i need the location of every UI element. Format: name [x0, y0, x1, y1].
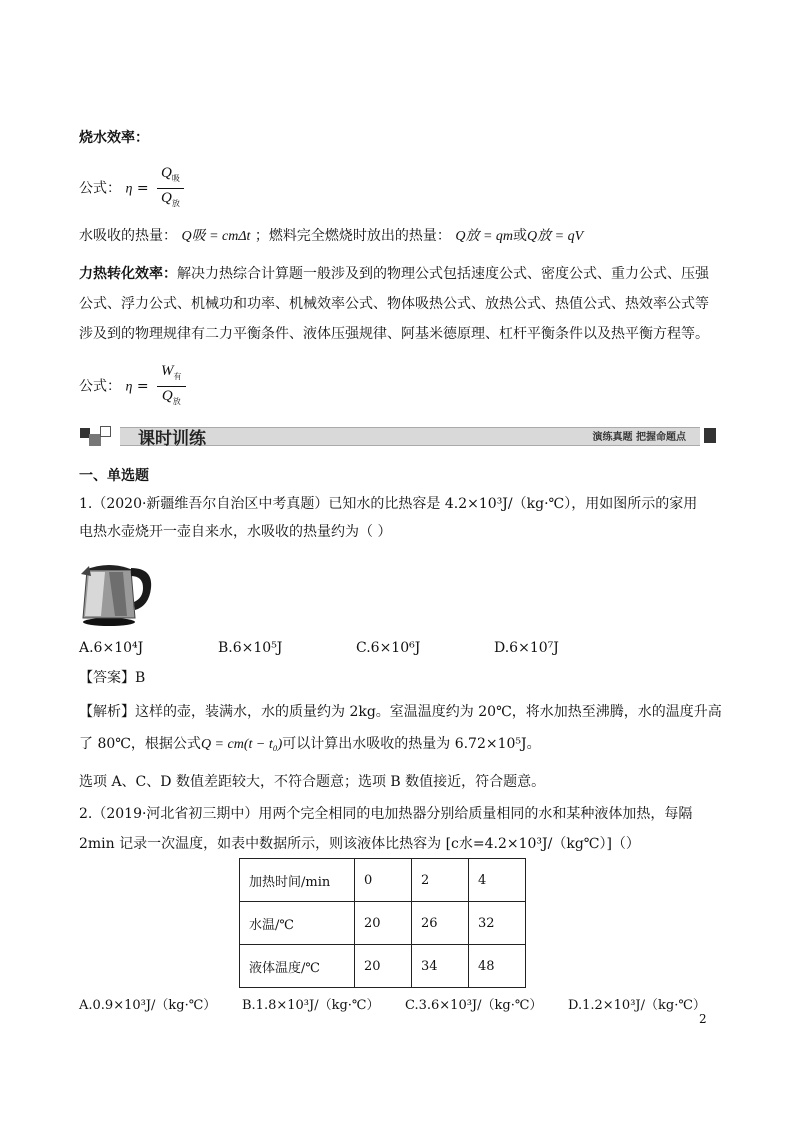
denominator-q: Q: [161, 388, 173, 404]
q1-option-d: D.6×10⁷J: [494, 640, 559, 656]
q1-analysis-line1: 【解析】这样的壶，装满水，水的质量约为 2kg。室温温度约为 20℃，将水加热至沸腾，水的温度升高: [79, 704, 722, 720]
q2-option-c: C.3.6×10³J/（kg·℃）: [405, 998, 543, 1013]
table-cell: 32: [469, 902, 526, 945]
banner-title: 课时训练: [138, 429, 206, 449]
table-cell: 0: [355, 859, 412, 902]
denominator-sub: 放: [172, 397, 181, 406]
numerator-sub: 吸: [171, 174, 180, 183]
text: 解决力热综合计算题一般涉及到的物理公式包括速度公式、密度公式、重力公式、压强: [177, 266, 709, 282]
q1-analysis-line2: [79, 734, 541, 755]
table-cell: 2: [412, 859, 469, 902]
heat-absorbed-formula: Q吸 = cmΔt: [181, 229, 251, 244]
table-row: [240, 859, 526, 902]
table-cell: 加热时间/min: [240, 859, 355, 902]
denominator-q: Q: [161, 190, 172, 206]
section-heading-mech-heat: 力热转化效率：: [79, 266, 177, 282]
q1-analysis-line3: 选项 A、C、D 数值差距较大，不符合题意；选项 B 数值接近，符合题意。: [79, 774, 546, 790]
q2-option-d: D.1.2×10³J/（kg·℃）: [568, 998, 706, 1013]
banner-subtitle: 演练真题 把握命题点: [592, 432, 686, 443]
electric-kettle-image: [79, 552, 155, 628]
q1-option-a: A.6×10⁴J: [79, 640, 144, 656]
text: ；燃料完全燃烧时放出的热量：: [254, 228, 451, 244]
table-cell: 26: [412, 902, 469, 945]
table-cell: 20: [355, 945, 412, 988]
section-heading-boiling-efficiency: 烧水效率：: [79, 130, 149, 146]
table-cell: 34: [412, 945, 469, 988]
table-cell: 20: [355, 902, 412, 945]
category-heading: 一、单选题: [79, 468, 149, 484]
heat-formula: Q = cm(t − t₀): [200, 737, 283, 752]
table-cell: 48: [469, 945, 526, 988]
q1-option-c: C.6×10⁶J: [356, 640, 421, 656]
heat-released-formula-volume: Q放 = qV: [527, 229, 584, 244]
numerator-sub: 有: [173, 372, 182, 381]
mech-heat-paragraph-line1: [79, 264, 709, 284]
page-number: 2: [699, 1012, 707, 1026]
numerator-w: W: [161, 363, 174, 379]
fraction: [157, 164, 184, 213]
q2-stem-line2: 2min 记录一次温度，如表中数据所示，则该液体比热容为 [c水=4.2×10³J/（kg℃）]（）: [79, 836, 640, 852]
q1-stem-line1: 1.（2020·新疆维吾尔自治区中考真题）已知水的比热容是 4.2×10³J/（kg·℃），用如图所示的家用: [79, 496, 698, 512]
table-cell: 水温/℃: [240, 902, 355, 945]
q2-stem-line1: 2.（2019·河北省初三期中）用两个完全相同的电加热器分别给质量相同的水和某种液体加热，每隔: [79, 806, 693, 822]
mech-heat-formula: [79, 362, 186, 411]
text: 可以计算出水吸收的热量为 6.72×10⁵J。: [282, 736, 541, 752]
q2-option-b: B.1.8×10³J/（kg·℃）: [242, 998, 380, 1013]
temperature-data-table: [239, 858, 526, 988]
boiling-efficiency-formula: [79, 164, 184, 213]
table-cell: 4: [469, 859, 526, 902]
q1-option-b: B.6×10⁵J: [218, 640, 283, 656]
text: 或: [513, 228, 528, 244]
numerator-q: Q: [161, 165, 172, 181]
denominator-sub: 放: [171, 199, 180, 208]
q1-answer: 【答案】B: [79, 670, 146, 686]
formula-label: 公式：: [79, 378, 121, 395]
table-row: [240, 902, 526, 945]
fraction: [157, 362, 186, 411]
banner-end-block: [704, 428, 716, 443]
heat-released-formula-mass: Q放 = qm: [455, 229, 514, 244]
table-cell: 液体温度/℃: [240, 945, 355, 988]
q1-stem-line2: 电热水壶烧开一壶自来水，水吸收的热量约为（ ）: [79, 524, 392, 540]
eta-symbol: η: [125, 379, 133, 395]
banner-square-icon: [100, 426, 111, 437]
mech-heat-paragraph-line2: 公式、浮力公式、机械功和功率、机械效率公式、物体吸热公式、放热公式、热值公式、热效率公式等: [79, 296, 709, 312]
q2-option-a: A.0.9×10³J/（kg·℃）: [79, 998, 217, 1013]
equals-sign: =: [136, 378, 149, 395]
equals-sign: =: [136, 180, 149, 197]
heat-formulas-line: [79, 226, 583, 247]
eta-symbol: η: [125, 181, 133, 197]
text: 水吸收的热量：: [79, 228, 177, 244]
text: 了 80℃，根据公式: [79, 736, 201, 752]
lesson-training-banner: [80, 424, 716, 449]
formula-label: 公式：: [79, 180, 121, 197]
table-row: [240, 945, 526, 988]
mech-heat-paragraph-line3: 涉及到的物理规律有二力平衡条件、液体压强规律、阿基米德原理、杠杆平衡条件以及热平衡方程等。: [79, 326, 709, 342]
